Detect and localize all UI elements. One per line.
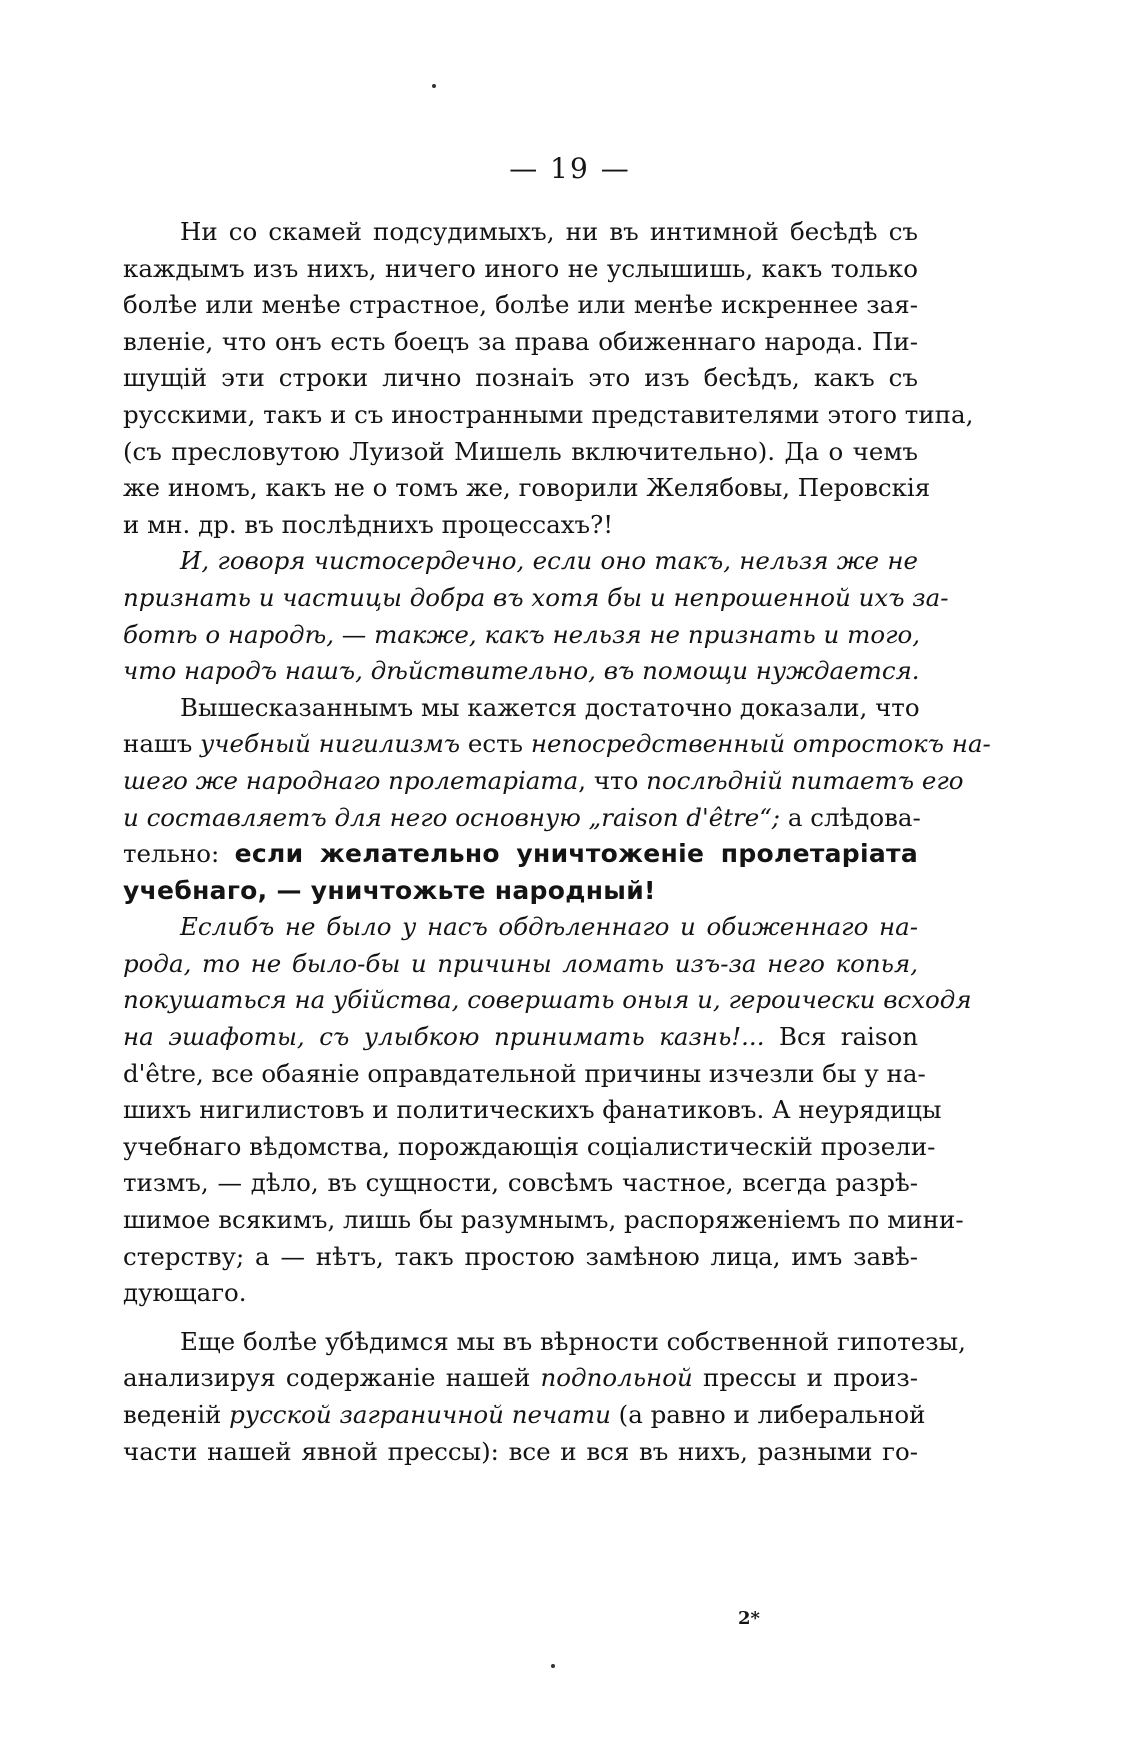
- italic-run: шего же народнаго пролетаріата: [123, 765, 579, 795]
- text-line: шущій эти строки лично познаіъ это изъ бесѣдъ, какъ съ: [123, 363, 918, 393]
- italic-run: послѣдній питаетъ его: [646, 765, 964, 795]
- italic-run: рода, то не было-бы и причины ломать изъ-за него копья,: [123, 948, 918, 978]
- text-line: [123, 836, 918, 873]
- text-line: [123, 982, 972, 1019]
- text-line: [123, 1324, 966, 1361]
- text-line: вленіе, что онъ есть боецъ за права обиженнаго народа. Пи-: [123, 326, 918, 356]
- bold-run: учебнаго, — уничтожьте народный!: [123, 875, 656, 905]
- text-line: (съ пресловутою Луизой Мишель включительно). Да о чемъ: [123, 436, 918, 466]
- text-run: анализируя содержаніе нашей: [123, 1363, 541, 1393]
- text-run: нашъ: [123, 729, 201, 759]
- text-run: тельно:: [123, 839, 235, 869]
- text-line: же иномъ, какъ не о томъ же, говорили Желябовы, Перовскія: [123, 473, 931, 503]
- print-speck: [432, 84, 436, 88]
- text-line: [123, 1360, 918, 1397]
- paragraph-5: [123, 1324, 966, 1470]
- text-run: d'être, все обаяніе оправдательной причины изчезли бы у на-: [123, 1058, 926, 1088]
- print-speck: [551, 1664, 555, 1668]
- italic-run: покушаться на убійства, совершать оныя и, героически всходя: [123, 985, 972, 1015]
- paragraph-3: [123, 690, 991, 910]
- text-run: стерству; а — нѣтъ, такъ простою замѣною лица, имъ завѣ-: [123, 1241, 918, 1271]
- text-line: [123, 1239, 918, 1276]
- text-run: шимое всякимъ, лишь бы разумнымъ, распоряженіемъ по мини-: [123, 1205, 964, 1235]
- text-line: Ни со скамей подсудимыхъ, ни въ интимной бесѣдѣ съ: [180, 217, 918, 246]
- text-line: [123, 690, 918, 727]
- paragraph-4: [123, 909, 972, 1312]
- text-line: [123, 763, 964, 800]
- text-run: (а равно и либеральной: [610, 1400, 926, 1429]
- italic-run: и составляетъ для него основную „raison d'être“;: [123, 802, 781, 832]
- text-line: русскими, такъ и съ иностранными представителями этого типа,: [123, 399, 974, 429]
- text-run: учебнаго вѣдомства, порождающія соціалистическій прозели-: [123, 1131, 936, 1161]
- text-line: [123, 800, 921, 837]
- text-line: что народъ нашъ, дѣйствительно, въ помощи нуждается.: [123, 656, 920, 686]
- text-line: [123, 873, 918, 910]
- bold-run: если желательно уничтоженіе пролетаріата: [234, 839, 919, 869]
- text-line: и мн. др. въ послѣднихъ процессахъ?!: [123, 509, 614, 539]
- italic-run: учебный нигилизмъ: [200, 729, 461, 759]
- text-line: [123, 1275, 918, 1312]
- italic-run: Еслибъ не было у насъ обдѣленнаго и обиженнаго на-: [180, 912, 918, 942]
- text-run: Вся raison: [764, 1022, 919, 1052]
- text-line: [123, 726, 991, 763]
- text-line: [123, 946, 918, 983]
- italic-run: на эшафоты, съ улыбкою принимать казнь!...: [123, 1022, 765, 1052]
- text-run: тизмъ, — дѣло, въ сущности, совсѣмъ частное, всегда разрѣ-: [123, 1168, 918, 1198]
- text-run: прессы и произ-: [692, 1363, 918, 1393]
- page-number: — 19 —: [509, 152, 631, 185]
- text-line: болѣе или менѣе страстное, болѣе или менѣе искреннее зая-: [123, 290, 918, 320]
- text-run: , что: [578, 765, 647, 795]
- text-run: шихъ нигилистовъ и политическихъ фанатиковъ. А неурядицы: [123, 1095, 942, 1125]
- italic-run: непосредственный отростокъ на-: [530, 729, 991, 759]
- text-line: [123, 1056, 926, 1093]
- paragraph-2: [123, 543, 949, 689]
- text-line: [123, 1202, 964, 1239]
- italic-run: подпольной: [540, 1363, 693, 1393]
- text-line: [123, 1019, 918, 1056]
- text-line: [123, 1129, 936, 1166]
- text-run: Еще болѣе убѣдимся мы въ вѣрности собственной гипотезы,: [180, 1326, 966, 1356]
- text-line: [123, 1397, 926, 1434]
- text-run: дующаго.: [123, 1278, 247, 1308]
- signature-mark: 2*: [738, 1608, 760, 1629]
- text-run: а слѣдова-: [780, 802, 921, 832]
- text-line: И, говоря чистосердечно, если оно такъ, нельзя же не: [180, 546, 918, 576]
- text-run: веденій: [123, 1400, 230, 1429]
- text-line: каждымъ изъ нихъ, ничего иного не услышишь, какъ только: [123, 253, 918, 283]
- body-text: [123, 214, 991, 1470]
- text-run: Вышесказаннымъ мы кажется достаточно доказали, что: [180, 692, 920, 722]
- text-run: части нашей явной прессы): все и вся въ нихъ, разными го-: [123, 1436, 918, 1466]
- text-line: [123, 1092, 942, 1129]
- text-line: признать и частицы добра въ хотя бы и непрошенной ихъ за-: [123, 582, 949, 612]
- text-line: [123, 909, 918, 946]
- text-line: [123, 1165, 918, 1202]
- text-run: есть: [460, 729, 531, 759]
- text-line: [123, 1434, 918, 1471]
- text-line: ботѣ о народѣ, — также, какъ нельзя не признать и того,: [123, 619, 920, 649]
- italic-run: русской заграничной печати: [229, 1400, 611, 1429]
- paragraph-1: [123, 214, 974, 543]
